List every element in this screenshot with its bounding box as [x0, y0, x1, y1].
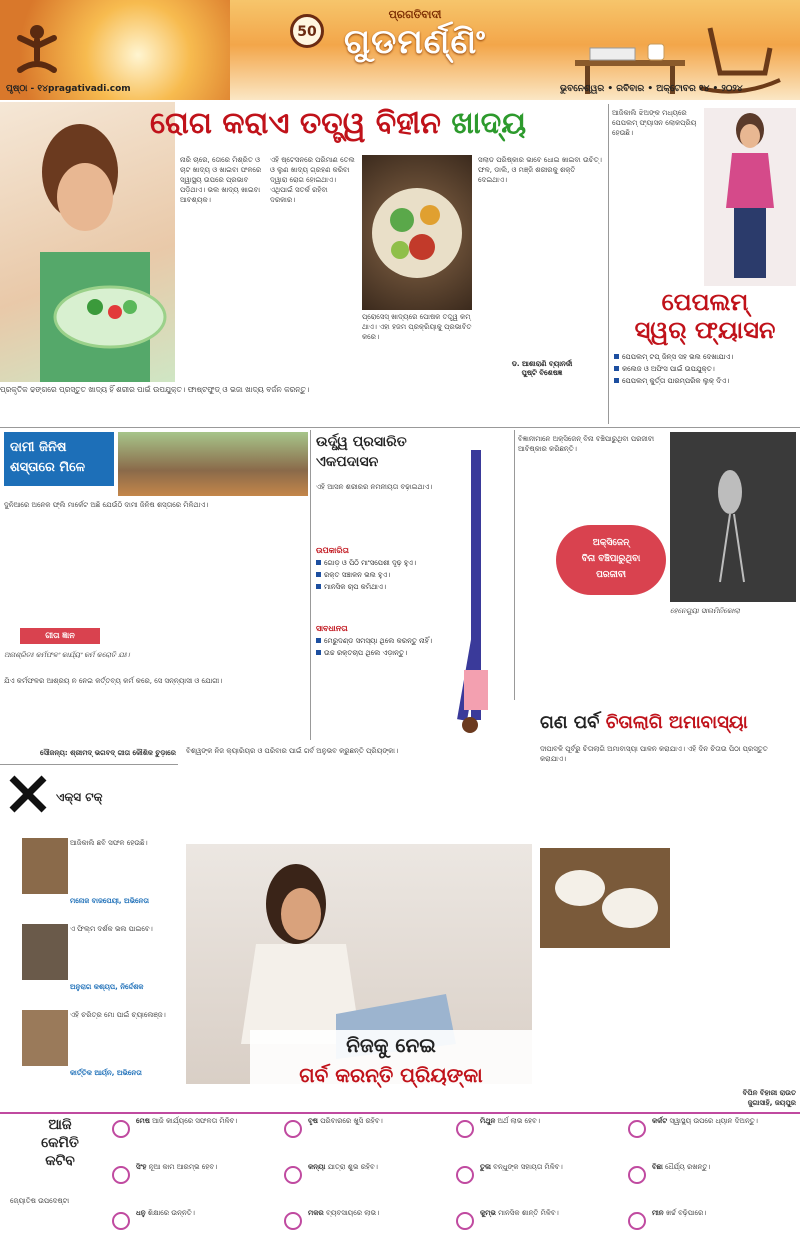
yoga-benefit-item [316, 582, 441, 592]
fashion-title [614, 288, 796, 348]
horoscope-sign [626, 1208, 798, 1252]
bullet-icon [614, 378, 619, 383]
column-divider [608, 104, 609, 424]
bullet-icon [316, 638, 321, 643]
sign-name: କୁମ୍ଭ [480, 1209, 496, 1217]
sign-name: ତୁଳା [480, 1163, 491, 1171]
leo-icon [112, 1166, 130, 1184]
sign-name: କନ୍ୟା [308, 1163, 326, 1171]
horoscope-title [20, 1116, 100, 1186]
sign-text: ଅର୍ଥ ଲାଭ ହେବ। [497, 1117, 540, 1125]
x-talk-name: ଅନୁରାଗ କଶ୍ୟପ, ନିର୍ଦ୍ଦେଶକ [70, 983, 144, 991]
amavasya-credit-name: ବିପିନ ବିହାରୀ ରାଉତ [742, 1089, 796, 1097]
horoscope-sign [110, 1208, 282, 1252]
fashion-points [614, 352, 796, 422]
horoscope-title-line1: ଆଜି [48, 1117, 72, 1133]
meditation-figure-icon [10, 18, 65, 88]
sign-text: ଯାତ୍ରା ଶୁଭ ରହିବ। [327, 1163, 378, 1171]
fashion-point-text: ପେପଲମ୍ କୁର୍ତ୍ତା ପାରମ୍ପରିକ ଲୁକ୍ ଦିଏ। [622, 377, 730, 385]
parasite-microscope-photo [670, 432, 796, 602]
amavasya-title-main: ଚିତାଲାଗି ଅମାବାସ୍ୟା [605, 712, 748, 733]
peplum-model-photo [704, 108, 796, 286]
lead-author-title: ପୁଷ୍ଟି ବିଶେଷଜ୍ଞ [521, 369, 563, 377]
healthy-bowl-photo [362, 155, 472, 310]
horoscope-sign [282, 1208, 454, 1252]
bullet-icon [316, 572, 321, 577]
horoscope-sign [110, 1162, 282, 1206]
bullet-icon [316, 560, 321, 565]
gita-title: ଗୀତା ଜ୍ଞାନ [20, 628, 100, 644]
libra-icon [456, 1166, 474, 1184]
lead-column-1: ନାରି ଚାରେ, ତୋରେ ମିଶ୍ରିତ ଓ ଚାଟ ଖାଦ୍ୟ ଓ ଖାଇବା ଫଳରେ ସ୍ୱାସ୍ଥ୍ୟ ଉପରେ ପ୍ରଭାବ ପଡ଼ିଥାଏ। ଭଲ ଖାଦ୍ୟ ଖାଇବା ଆବଶ୍ୟକ। [180, 156, 262, 204]
yoga-caution-title: ସାବଧାନତା [316, 624, 348, 633]
sign-name: ଧନୁ [136, 1209, 146, 1217]
publisher-name: ପ୍ରଗତିବାଦୀ [388, 8, 442, 21]
sign-text: ନୂଆ କାମ ଆରମ୍ଭ ହେବ। [148, 1163, 218, 1171]
fashion-title-line2: ସ୍ୱର୍ ଫ୍ୟାସନ [634, 315, 776, 344]
horoscope-sign [110, 1116, 282, 1160]
priyanka-title [250, 1030, 532, 1110]
cheap-goods-title-line1: ଦାମୀ ଜିନିଷ [10, 440, 67, 455]
x-talk-name: ମନୋଜ ବାଜପେୟୀ, ଅଭିନେତା [70, 897, 149, 905]
bullet-icon [614, 366, 619, 371]
cancer-icon [628, 1120, 646, 1138]
fashion-point-text: କଲେଜ ଓ ଅଫିସ ପାଇଁ ଉପଯୁକ୍ତ। [622, 365, 715, 373]
page-number: ପୃଷ୍ଠା - ୧୪ [6, 84, 48, 94]
bullet-icon [614, 354, 619, 359]
yoga-caution-text: ମେରୁଦଣ୍ଡ ସମସ୍ୟା ଥିଲେ କରନ୍ତୁ ନାହିଁ। [324, 637, 432, 645]
yoga-benefit-text: ଗୋଡ଼ ଓ ପିଠି ମାଂସପେଶୀ ଦୃଢ଼ ହୁଏ। [324, 559, 417, 567]
yoga-benefit-text: ରକ୍ତ ସଞ୍ଚାଳନ ଭଲ ହୁଏ। [324, 571, 391, 579]
horoscope-title-line3: କଟିବ [45, 1153, 75, 1169]
yoga-caution-text: ଉଚ୍ଚ ରକ୍ତଚାପ ଥିଲେ ଏଡ଼ାନ୍ତୁ। [324, 649, 408, 657]
lead-column-3: ପ୍ରୋସେସ୍ ଖାଦ୍ୟରେ ପୋଷକ ତତ୍ତ୍ୱ କମ୍ ଥାଏ। ଏହା ହଜମ ପ୍ରକ୍ରିୟାକୁ ପ୍ରଭାବିତ କରେ। [362, 313, 472, 341]
virgo-icon [284, 1166, 302, 1184]
horoscope-sign [454, 1162, 626, 1206]
yoga-benefit-item [316, 558, 441, 568]
sign-text: ସ୍ୱାସ୍ଥ୍ୟ ଉପରେ ଧ୍ୟାନ ଦିଅନ୍ତୁ। [669, 1117, 758, 1125]
sign-name: ମେଷ [136, 1117, 150, 1125]
yoga-title-line1: ଉର୍ଦ୍ଧ୍ୱ ପ୍ରସାରିତ [316, 434, 407, 450]
x-talk-title: ଏକ୍ସ ଟକ୍ [56, 790, 103, 804]
aquarius-icon [456, 1212, 474, 1230]
horoscope-sign [282, 1162, 454, 1206]
supplement-title [285, 8, 545, 88]
science-badge-line1: ଅକ୍ସିଜେନ୍ [592, 538, 630, 548]
sign-text: ମାନସିକ ଶାନ୍ତି ମିଳିବ। [498, 1209, 559, 1217]
gemini-icon [456, 1120, 474, 1138]
yoga-benefits-title: ଉପକାରିତା [316, 546, 349, 555]
pisces-icon [628, 1212, 646, 1230]
horoscope-sign [454, 1208, 626, 1252]
lead-headline [150, 106, 605, 152]
sign-name: ସିଂହ [136, 1163, 147, 1171]
amavasya-title-prefix: ଗଣ ପର୍ବ [540, 712, 600, 733]
science-badge [556, 525, 666, 595]
yoga-benefit-text: ମାନସିକ ଚାପ କମିଥାଏ। [324, 583, 386, 591]
lead-column-4: ସଲାଡ ପରିଷ୍କାର ଭାବେ ଧୋଇ ଖାଇବା ଉଚିତ୍। ଫଳ, ଡାଲି, ଓ ମଞ୍ଜି ଶରୀରକୁ ଶକ୍ତି ଦେଇଥାଏ। [478, 156, 602, 184]
scorpio-icon [628, 1166, 646, 1184]
fashion-point-text: ପେପଲମ୍ ଟପ୍ ଜିନ୍ସ ସହ ଭଲ ଦେଖାଯାଏ। [622, 353, 734, 361]
gita-body: ଯିଏ କର୍ମଫଳର ଆଶ୍ରୟ ନ ନେଇ କର୍ତ୍ତବ୍ୟ କର୍ମ କରେ, ସେ ସନ୍ନ୍ୟାସୀ ଓ ଯୋଗୀ। [4, 677, 223, 685]
horoscope-sign [282, 1116, 454, 1160]
x-talk-quote: ଏହି ଚରିତ୍ର ମୋ ପାଇଁ ଚ୍ୟାଲେଞ୍ଜ। [70, 1011, 166, 1019]
lead-author-name: ଡ. ଆଶାରାଣି ବ୍ୟାନର୍ଜୀ [511, 360, 573, 368]
sign-text: ଆଜି କାର୍ଯ୍ୟରେ ସଫଳତା ମିଳିବ। [152, 1117, 238, 1125]
sign-name: ମୀନ [652, 1209, 664, 1217]
sign-name: ମକର [308, 1209, 324, 1217]
amavasya-body-2 [674, 848, 796, 1008]
sagittarius-icon [112, 1212, 130, 1230]
gita-credit: ସୌଜନ୍ୟ: ଶ୍ରୀମଦ୍ ଭଗବଦ୍ ଗୀତା କୌଶିକ ଚୁଡ଼ାରେ [40, 749, 176, 757]
sign-text: ବନ୍ଧୁଙ୍କ ସହାୟତା ମିଳିବ। [493, 1163, 563, 1171]
section-divider [0, 427, 800, 428]
yoga-caution-item [316, 648, 441, 658]
column-divider [514, 430, 515, 700]
anniversary-badge: 50 [290, 14, 324, 48]
chitau-pitha-photo [540, 848, 670, 948]
x-talk-quote: ଏ ଫିଲ୍ମ ଦର୍ଶକ ଭଲ ପାଇବେ। [70, 925, 153, 933]
amavasya-credit [674, 1088, 796, 1108]
cheap-goods-title-line2: ଶସ୍ତାରେ ମିଳେ [10, 460, 85, 475]
avatar [22, 1010, 68, 1066]
sign-text: ବ୍ୟବସାୟରେ ଲାଭ। [325, 1209, 380, 1217]
cheap-goods-title [4, 432, 114, 486]
amavasya-credit-place: ଜୁଗାସାହି, ଜୟପୁର [747, 1099, 796, 1107]
section-divider [0, 764, 178, 765]
lead-headline-green: ଖାଦ୍ୟ [451, 106, 527, 141]
yoga-caution-item [316, 636, 441, 646]
x-logo-icon [6, 772, 50, 816]
amavasya-title [540, 712, 796, 740]
yoga-caution [316, 636, 441, 716]
x-talk-quote: ଆଜିକାଲି ଛବି ସଫଳ ହେଉଛି। [70, 839, 148, 847]
horoscope-grid [110, 1116, 800, 1252]
fashion-intro: ଆଜିକାଲି ଝିଅଙ୍କ ମଧ୍ୟରେ ପେପଲମ୍ ଫ୍ୟାସନ ଲୋକପ୍ରିୟ ହେଉଛି। [612, 109, 697, 137]
sign-text: ଖର୍ଚ୍ଚ ବଢ଼ିପାରେ। [665, 1209, 707, 1217]
avatar [22, 924, 68, 980]
yoga-title [316, 432, 441, 476]
horoscope-sign [626, 1116, 798, 1160]
yoga-title-line2: ଏକପଦାସନ [316, 454, 379, 470]
horoscope-astrologer: ଜ୍ୟୋତିଷ ଉପଦେଷ୍ଟା [10, 1197, 70, 1205]
yoga-pose-photo [442, 440, 510, 740]
flea-market-photo [118, 432, 308, 496]
science-badge-line3: ପରଜୀବୀ [596, 570, 626, 580]
fashion-title-line1: ପେପଲମ୍ [661, 287, 749, 316]
avatar [22, 838, 68, 894]
bullet-icon [316, 650, 321, 655]
website-url[interactable]: pragativadi.com [48, 84, 131, 94]
horoscope-sign [626, 1162, 798, 1206]
yoga-body: ଏହି ଆସନ ଶରୀରର ନମନୀୟତା ବଢ଼ାଇଥାଏ। [316, 483, 433, 491]
horoscope-title-line2: କେମିତି [41, 1135, 79, 1151]
science-caption: ହେନେଗୁୟା ସାଲମିନିକୋଲା [670, 607, 740, 615]
bullet-icon [316, 584, 321, 589]
sign-name: ବିଛା [652, 1163, 663, 1171]
taurus-icon [284, 1120, 302, 1138]
column-divider [310, 430, 311, 740]
section-divider [0, 1112, 800, 1114]
capricorn-icon [284, 1212, 302, 1230]
sign-name: ବୃଷ [308, 1117, 318, 1125]
fashion-point [614, 352, 796, 362]
yoga-benefit-item [316, 570, 441, 580]
woman-salad-photo [0, 102, 175, 382]
fashion-point [614, 376, 796, 386]
gita-verse: ଅନାଶ୍ରିତଃ କର୍ମଫଳଂ କାର୍ଯ୍ୟଂ କର୍ମ କରୋତି ଯଃ। [4, 651, 130, 659]
sign-name: ମିଥୁନ [480, 1117, 496, 1125]
science-body: ବିଜ୍ଞାନୀମାନେ ଅକ୍ସିଜେନ୍ ବିନା ବଞ୍ଚିପାରୁଥିବା ପରଜୀବୀ ଆବିଷ୍କାର କରିଛନ୍ତି। [518, 435, 655, 453]
priyanka-body: ବିଶ୍ୱଙ୍କ ନିଜ କ୍ୟାରିୟର ଓ ପରିବାର ପାଇଁ ଗର୍ବ ଅନୁଭବ କରୁଛନ୍ତି ପ୍ରିୟଙ୍କା। [186, 747, 399, 755]
priyanka-title-line2: ଗର୍ବ କରନ୍ତି ପ୍ରିୟଙ୍କା [299, 1063, 483, 1087]
aries-icon [112, 1120, 130, 1138]
fashion-point [614, 364, 796, 374]
lead-column-2: ଏହି ଷ୍ଟେସନରେ ପରିମାଣ ତେଲ ଓ ଲୁଣ ଖାଦ୍ୟ ଗ୍ରହଣ କରିବା ଦ୍ୱାରା ରୋଗ ହୋଇଥାଏ। ଏଥିପାଇଁ ସତର୍କ ରହିବା ଦରକାର। [270, 156, 355, 204]
lead-lower-text: ପ୍ରକୃତିକ ଢଙ୍ଗରେ ପ୍ରସ୍ତୁତ ଖାଦ୍ୟ ହିଁ ଶରୀର ପାଇଁ ଉପଯୁକ୍ତ। ଫାଷ୍ଟଫୁଡ୍ ଓ ଭଜା ଖାଦ୍ୟ ବର୍ଜନ କରନ୍ତୁ। [0, 385, 310, 394]
supplement-name: ଗୁଡମର୍ଣ୍ଣିଂ [344, 22, 486, 62]
dateline: ଭୁବନେଶ୍ୱର • ରବିବାର • ଅକ୍ଟୋବର ୧୪ • ୨୦୨୪ [560, 84, 743, 94]
sign-text: ଧୈର୍ଯ୍ୟ ରଖନ୍ତୁ। [665, 1163, 711, 1171]
lead-author [478, 360, 606, 378]
amavasya-body: ଦୀପାବଳି ପୂର୍ବରୁ ଚିତାଲାଗି ଅମାବାସ୍ୟା ପାଳନ କରାଯାଏ। ଏହି ଦିନ ଚିତାଉ ପିଠା ପ୍ରସ୍ତୁତ କରାଯାଏ। [540, 745, 768, 763]
yoga-benefits [316, 558, 441, 618]
sign-text: ପରିବାରରେ ଖୁସି ରହିବ। [320, 1117, 383, 1125]
sign-name: କର୍କଟ [652, 1117, 668, 1125]
cheap-goods-body: ଦୁନିଆରେ ଅନେକ ଫ୍ଲି ମାର୍କେଟ ଅଛି ଯେଉଁଠି ଦାମୀ ଜିନିଷ ଶସ୍ତାରେ ମିଳିଥାଏ। [4, 501, 209, 509]
horoscope-sign [454, 1116, 626, 1160]
x-talk-name: କାର୍ତ୍ତିକ ଆର୍ୟନ, ଅଭିନେତା [70, 1069, 142, 1077]
priyanka-title-line1: ନିଜକୁ ନେଇ [346, 1033, 436, 1057]
lead-headline-red: ରୋଗ କରାଏ ତତ୍ତ୍ୱ ବିହୀନ [150, 106, 441, 141]
science-badge-line2: ବିନା ବଞ୍ଚିପାରୁଥିବା [581, 554, 641, 564]
sign-text: ଶିକ୍ଷାରେ ଉନ୍ନତି। [147, 1209, 195, 1217]
